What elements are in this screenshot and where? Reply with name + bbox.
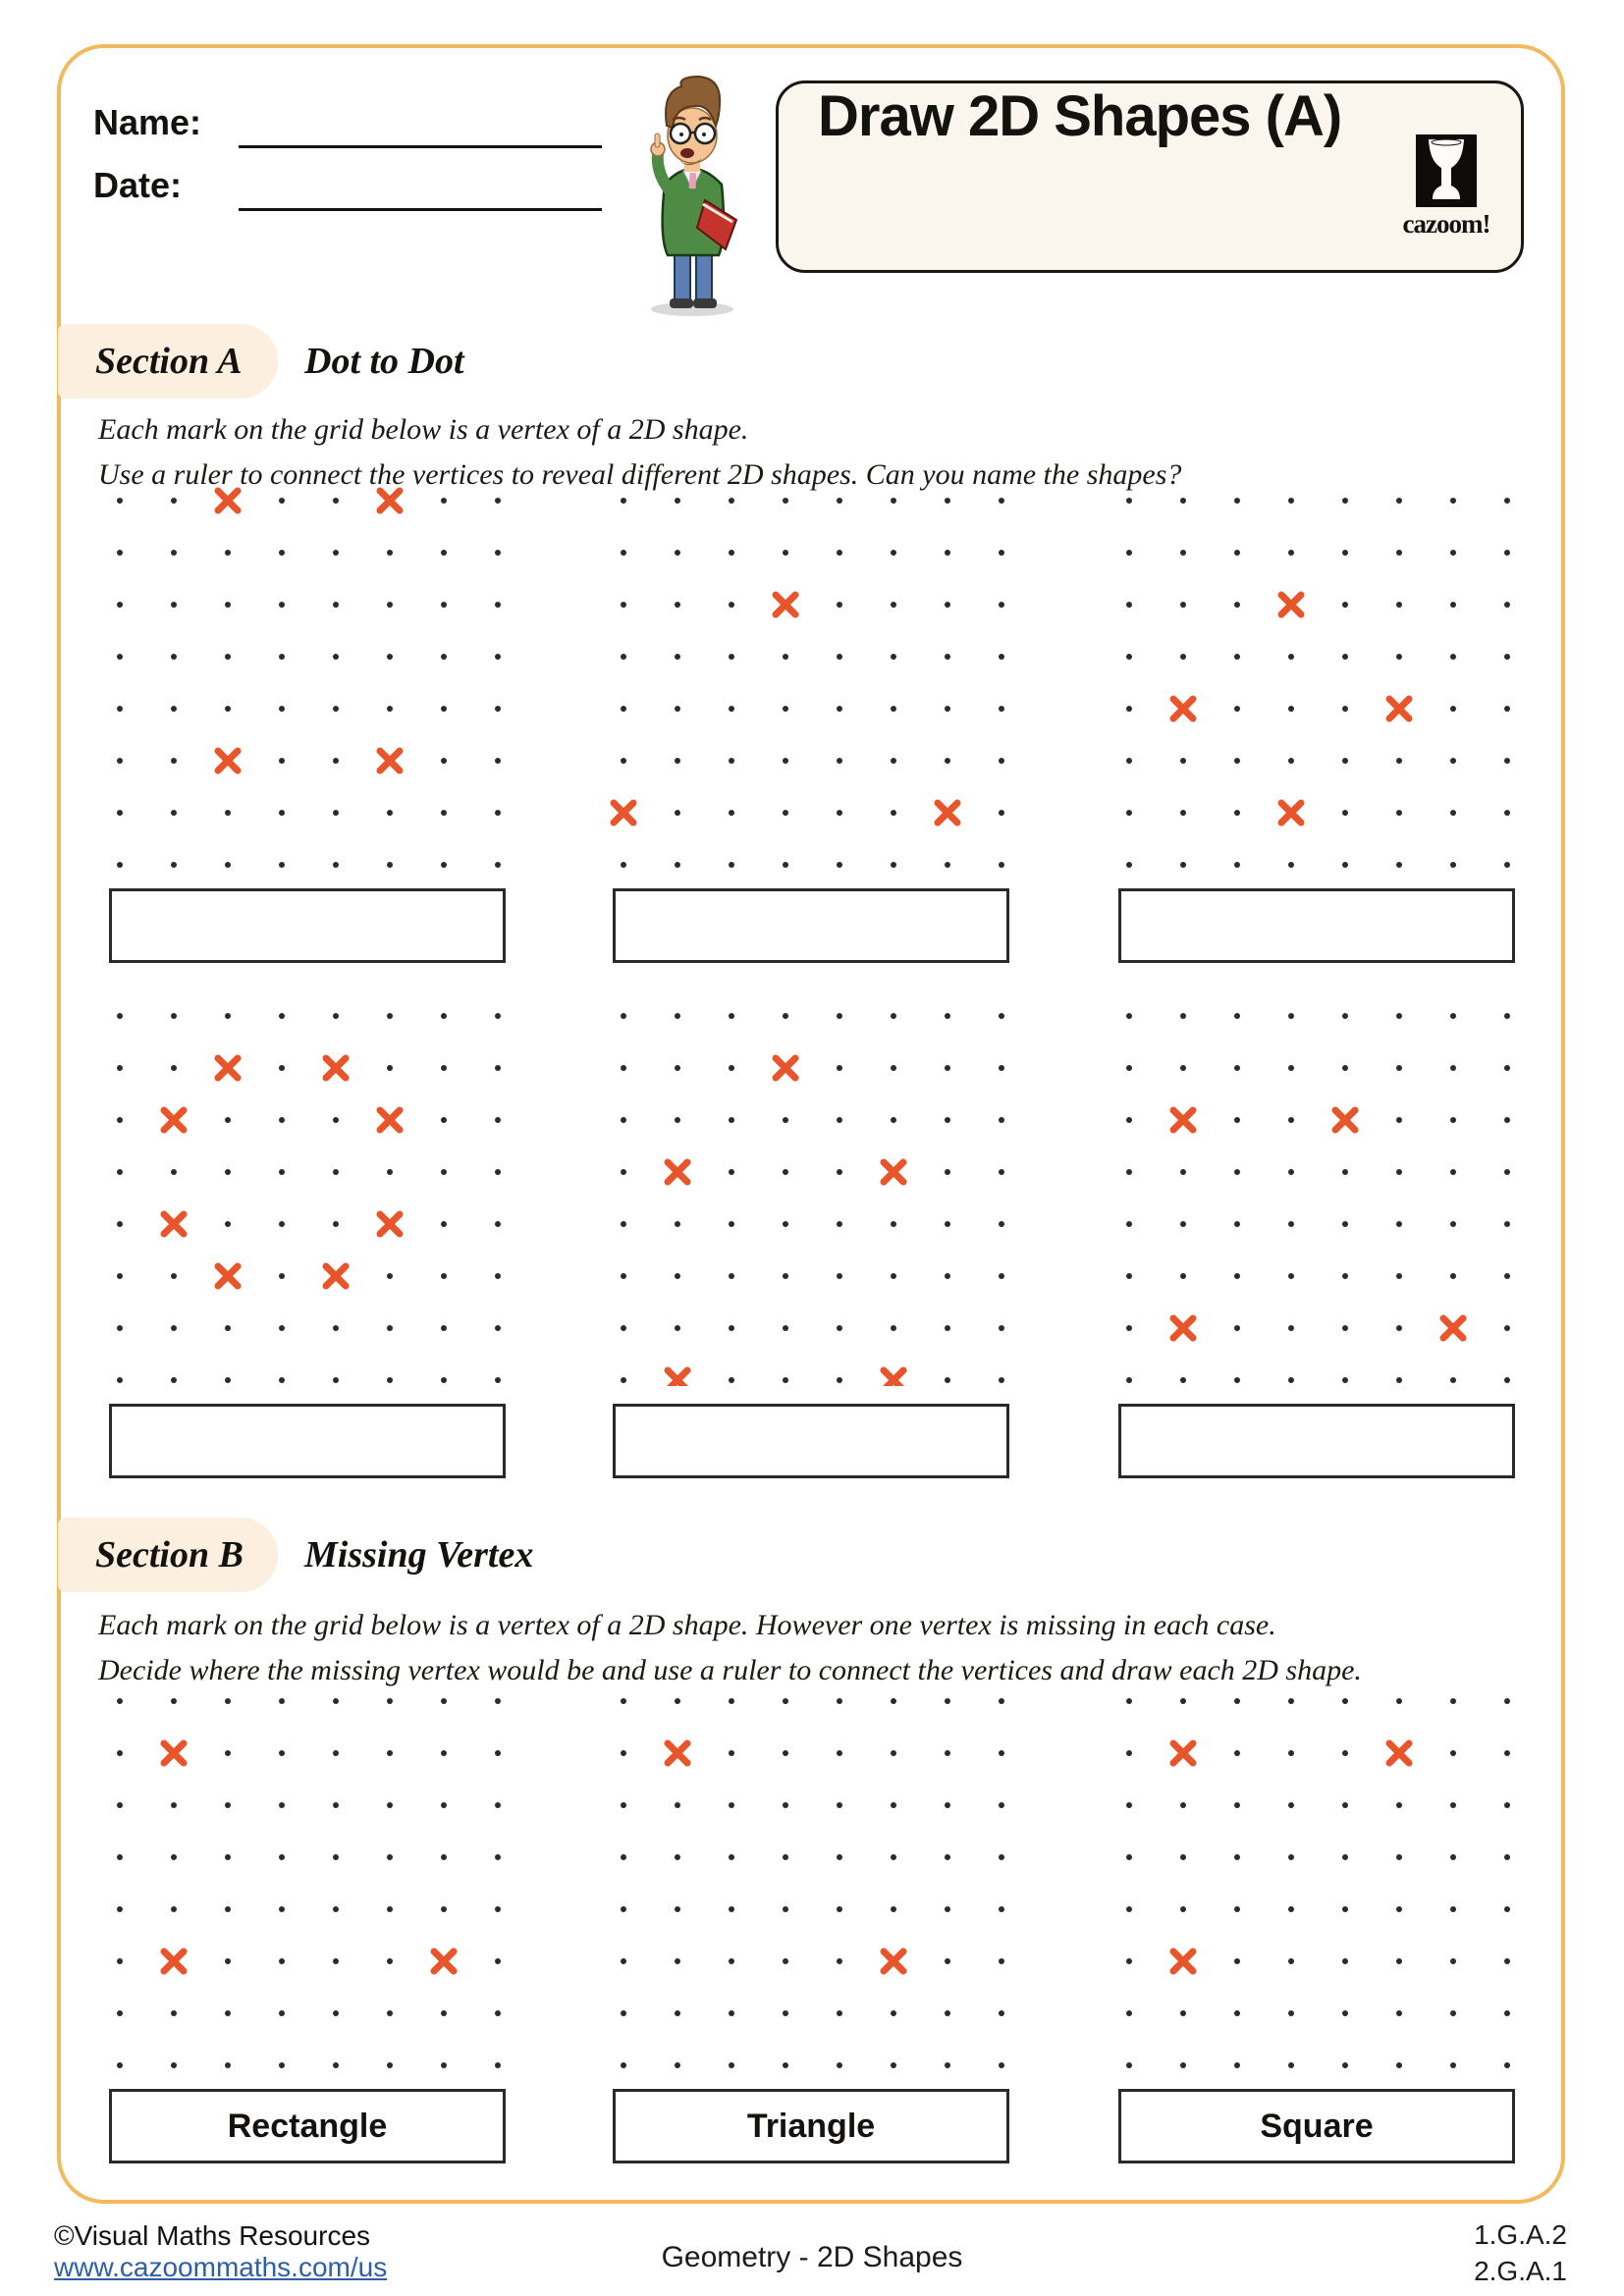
grid-cell <box>1103 988 1535 1484</box>
vertex-mark <box>434 1951 454 1971</box>
teacher-illustration <box>619 55 766 320</box>
section-b-pill <box>58 1518 278 1592</box>
page-title: Draw 2D Shapes (A) <box>818 84 1342 148</box>
grid-cell <box>1103 473 1535 969</box>
vertex-mark <box>164 1951 184 1971</box>
dot-grid <box>1103 988 1535 1386</box>
answer-write-box[interactable] <box>109 888 506 963</box>
section-a-pill <box>58 324 278 399</box>
vertex-mark <box>164 1110 184 1130</box>
dot-grid <box>597 1674 1029 2071</box>
grid-cell <box>597 1674 1029 2169</box>
standard-code: 2.G.A.1 <box>1474 2256 1567 2286</box>
vertex-mark <box>218 491 238 510</box>
grid-cell <box>93 473 525 969</box>
grid-cell <box>597 988 1029 1484</box>
vertex-mark <box>884 1951 903 1971</box>
vertex-mark <box>1173 1743 1193 1763</box>
vertex-mark <box>218 751 238 771</box>
instruction-line: Decide where the missing vertex would be and use a ruler to connect the vertices and draw each 2D shape. <box>98 1654 1362 1686</box>
section-b-heading: Missing Vertex <box>304 1534 534 1575</box>
instruction-line: Use a ruler to connect the vertices to reveal different 2D shapes. Can you name the shapes? <box>98 458 1182 491</box>
vertex-mark <box>326 1058 346 1078</box>
shape-name-box <box>613 2089 1009 2163</box>
dot-grid <box>1103 1674 1535 2071</box>
vertex-mark <box>326 1266 346 1286</box>
vertex-mark <box>380 1110 400 1130</box>
vertex-mark <box>1173 1110 1193 1130</box>
grid-cell <box>597 473 1029 969</box>
vertex-mark <box>1335 1110 1355 1130</box>
cazoom-goblet-icon <box>1416 134 1477 207</box>
answer-write-box[interactable] <box>109 1404 506 1478</box>
vertex-mark <box>1173 1318 1193 1338</box>
shape-name-label: Triangle <box>746 2107 876 2145</box>
vertex-mark <box>668 1370 687 1386</box>
footer-topic: Geometry - 2D Shapes <box>661 2241 963 2273</box>
dot-grid <box>93 1674 525 2071</box>
shape-name-box <box>1118 2089 1515 2163</box>
section-b-label: Section B <box>95 1534 244 1575</box>
vertex-mark <box>776 1058 795 1078</box>
instruction-line: Each mark on the grid below is a vertex of a 2D shape. <box>98 413 749 446</box>
date-label: Date: <box>93 165 183 205</box>
grid-cell <box>1103 1674 1535 2169</box>
vertex-mark <box>1281 803 1301 823</box>
vertex-mark <box>1173 1951 1193 1971</box>
dot-grid <box>597 988 1029 1386</box>
date-input-line[interactable] <box>239 208 602 211</box>
cazoom-logo-text: cazoom! <box>1402 209 1490 239</box>
dot-grid <box>597 473 1029 871</box>
name-input-line[interactable] <box>239 145 602 148</box>
shape-name-label: Square <box>1260 2107 1374 2145</box>
standards-codes <box>1474 2216 1567 2289</box>
shape-name-label: Rectangle <box>227 2107 388 2145</box>
section-a-heading: Dot to Dot <box>304 341 464 382</box>
vertex-mark <box>614 803 633 823</box>
section-a-label: Section A <box>95 341 243 382</box>
grid-cell <box>93 1674 525 2169</box>
vertex-mark <box>380 491 400 510</box>
instruction-line: Each mark on the grid below is a vertex of a 2D shape. However one vertex is missing in each case. <box>98 1609 1276 1641</box>
dot-grid <box>93 988 525 1386</box>
vertex-mark <box>1173 699 1193 719</box>
answer-write-box[interactable] <box>1118 1404 1515 1478</box>
vertex-mark <box>164 1214 184 1234</box>
vertex-mark <box>1389 699 1409 719</box>
vertex-mark <box>668 1162 687 1182</box>
cazoom-logo <box>1387 134 1505 240</box>
vertex-mark <box>1443 1318 1463 1338</box>
grid-cell <box>93 988 525 1484</box>
answer-write-box[interactable] <box>613 1404 1009 1478</box>
answer-write-box[interactable] <box>1118 888 1515 963</box>
copyright-text: ©Visual Maths Resources <box>54 2220 371 2251</box>
dot-grid <box>1103 473 1535 871</box>
standard-code: 1.G.A.2 <box>1474 2219 1567 2250</box>
title-box <box>776 80 1524 273</box>
vertex-mark <box>218 1266 238 1286</box>
vertex-mark <box>380 1214 400 1234</box>
answer-write-box[interactable] <box>613 888 1009 963</box>
cazoom-url-link[interactable]: www.cazoommaths.com/us <box>54 2252 388 2282</box>
vertex-mark <box>218 1058 238 1078</box>
vertex-mark <box>164 1743 184 1763</box>
name-label: Name: <box>93 102 202 142</box>
vertex-mark <box>938 803 957 823</box>
vertex-mark <box>776 595 795 614</box>
vertex-mark <box>1389 1743 1409 1763</box>
vertex-mark <box>380 751 400 771</box>
vertex-mark <box>668 1743 687 1763</box>
vertex-mark <box>884 1162 903 1182</box>
shape-name-box <box>109 2089 506 2163</box>
vertex-mark <box>1281 595 1301 614</box>
dot-grid <box>93 473 525 871</box>
vertex-mark <box>884 1370 903 1386</box>
